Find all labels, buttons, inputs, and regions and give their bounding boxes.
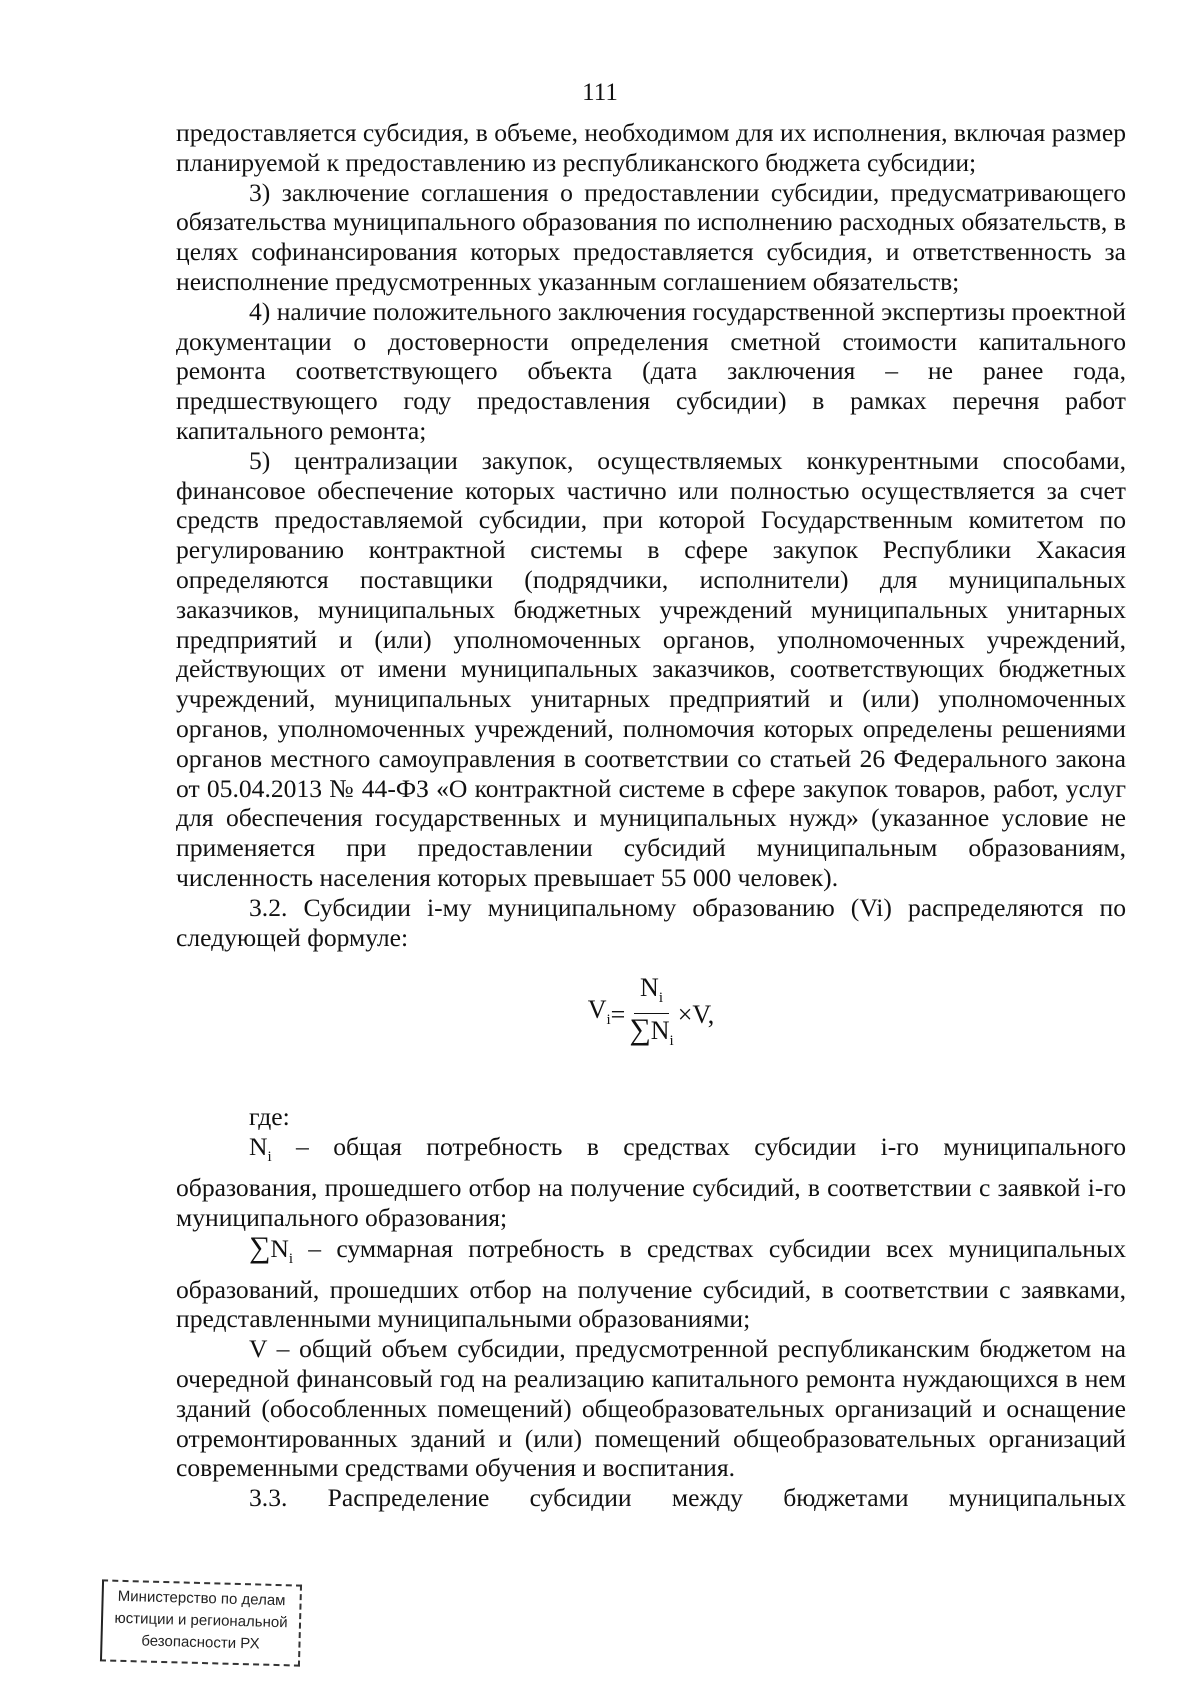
paragraph-item-5: 5) централизации закупок, осуществляемых конкурентными способами, финансовое обеспечение которых частично или полностью осуществляется за счет средств предоставляемой субсидии, при которой Государственным комитетом по регулированию контрактной системы в сфере закупок Республики Хакасия определяются поставщики (подрядчики, исполнители) для муниципальных заказчиков, муниципальных бюджетных учреждений муниципальных унитарных предприятий и (или) уполномоченных органов, уполномоченных учреждений, действующих от имени муниципальных заказчиков, соответствующих бюджетных учреждений, муниципальных унитарных предприятий и (или) уполномоченных органов, уполномоченных учреждений, полномочия которых определены решениями органов местного самоуправления в соответствии со статьей 26 Федерального закона от 05.04.2013 № 44-ФЗ «О контрактной системе в сфере закупок товаров, работ, услуг для обеспечения государственных и муниципальных нужд» (указанное условие не применяется при предоставлении субсидий муниципальным образованиям, численность населения которых превышает 55 000 человек). bbox=[176, 445, 1126, 892]
formula-lhs: $V_i$ bbox=[587, 994, 611, 1028]
where-label: где: bbox=[249, 1102, 290, 1132]
ministry-stamp: Министерство по делам юстиции и региональной безопасности РХ bbox=[100, 1579, 302, 1666]
formula-equals: = bbox=[610, 1000, 626, 1030]
formula-numerator: $N_i$ bbox=[634, 973, 669, 1014]
definition-ni: $N_i$ – общая потребность в средствах субсидии i-го муниципального образования, прошедшего отбор на получение субсидий, в соответствии с заявкой i-го муниципального образования; bbox=[176, 1132, 1126, 1232]
formula-fraction bbox=[629, 973, 673, 1057]
formula-rhs: ×V, bbox=[677, 1000, 715, 1030]
distribution-formula bbox=[176, 970, 1126, 1060]
paragraph-continuation: предоставляется субсидия, в объеме, необходимом для их исполнения, включая размер планируемой к предоставлению из республиканского бюджета субсидии; bbox=[176, 118, 1126, 177]
page-number: 111 bbox=[582, 79, 618, 106]
paragraph-item-3: 3) заключение соглашения о предоставлении субсидии, предусматривающего обязательства муниципального образования по исполнению расходных обязательств, в целях софинансирования которых предоставляется субсидия, и ответственность за неисполнение предусмотренных указанным соглашением обязательств; bbox=[176, 177, 1126, 296]
paragraph-3-2: 3.2. Субсидии i-му муниципальному образованию (Vi) распределяются по следующей формуле: bbox=[176, 892, 1126, 952]
formula-denominator: $\sum N_i$ bbox=[629, 1013, 674, 1050]
definition-sum-ni: $\sum N_i$ – суммарная потребность в средствах субсидии всех муниципальных образований, прошедших отбор на получение субсидий, в соответствии с заявками, представленными муниципальными образованиями; bbox=[176, 1230, 1126, 1334]
paragraph-3-3: 3.3. Распределение субсидии между бюджетами муниципальных bbox=[249, 1483, 1126, 1513]
paragraph-item-4: 4) наличие положительного заключения государственной экспертизы проектной документации о достоверности определения сметной стоимости капитального ремонта соответствующего объекта (дата заключения – не ранее года, предшествующего году предоставления субсидии) в рамках перечня работ капитального ремонта; bbox=[176, 296, 1126, 445]
document-body bbox=[176, 118, 1126, 1513]
definition-v: V – общий объем субсидии, предусмотренной республиканским бюджетом на очередной финансовый год на реализацию капитального ремонта нуждающихся в нем зданий (обособленных помещений) общеобразовательных организаций и оснащение отремонтированных зданий и (или) помещений общеобразовательных организаций современными средствами обучения и воспитания. bbox=[176, 1334, 1126, 1483]
